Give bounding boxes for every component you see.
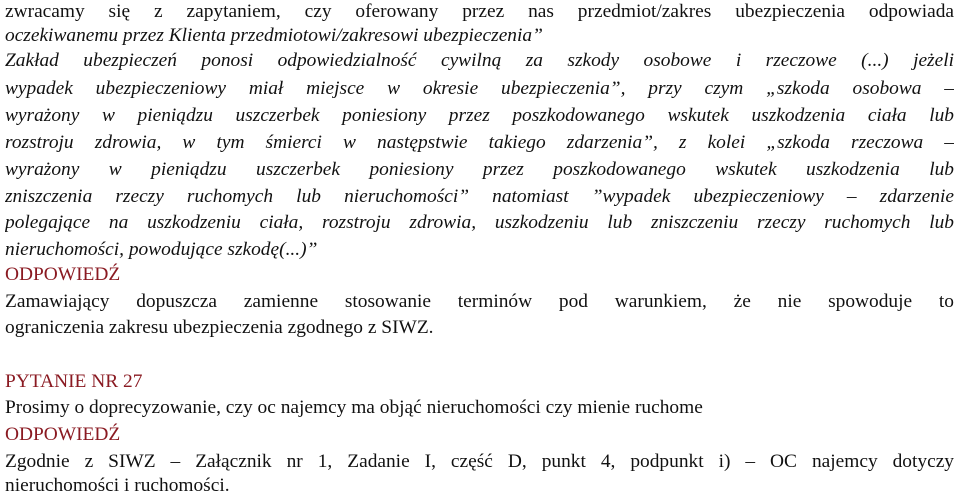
text-line: Zamawiający dopuszcza zamienne stosowanie terminów pod warunkiem, że nie spowoduje to <box>5 291 954 312</box>
text-line: ograniczenia zakresu ubezpieczenia zgodnego z SIWZ. <box>5 317 434 338</box>
text-line: nieruchomości i ruchomości. <box>5 475 230 496</box>
text-line: wypadek ubezpieczeniowy miał miejsce w okresie ubezpieczenia”, przy czym „szkoda osobowa – <box>5 78 954 99</box>
text-line: Zakład ubezpieczeń ponosi odpowiedzialność cywilną za szkody osobowe i rzeczowe (...) jeżeli <box>5 50 954 71</box>
text-line: rozstroju zdrowia, w tym śmierci w następstwie takiego zdarzenia”, z kolei „szkoda rzeczowa – <box>5 132 954 153</box>
text-line: wyrażony w pieniądzu uszczerbek poniesiony przez poszkodowanego wskutek uszkodzenia ciała lub <box>5 105 954 126</box>
text-line: nieruchomości, powodujące szkodę(...)” <box>5 239 318 260</box>
question-heading: PYTANIE NR 27 <box>5 371 143 392</box>
answer-heading: ODPOWIEDŹ <box>5 264 121 285</box>
text-line: wyrażony w pieniądzu uszczerbek poniesiony przez poszkodowanego wskutek uszkodzenia lub <box>5 159 954 180</box>
text-line: Zgodnie z SIWZ – Załącznik nr 1, Zadanie I, część D, punkt 4, podpunkt i) – OC najemcy dotyczy <box>5 451 954 472</box>
text-line: polegające na uszkodzeniu ciała, rozstroju zdrowia, uszkodzeniu lub zniszczeniu rzeczy ruchomych lub <box>5 212 954 233</box>
text-line: oczekiwanemu przez Klienta przedmiotowi/zakresowi ubezpieczenia” <box>5 25 543 46</box>
text-line: zniszczenia rzeczy ruchomych lub nieruchomości” natomiast ”wypadek ubezpieczeniowy – zdarzenie <box>5 186 954 207</box>
text-line: Prosimy o doprecyzowanie, czy oc najemcy ma objąć nieruchomości czy mienie ruchome <box>5 397 703 418</box>
answer-heading: ODPOWIEDŹ <box>5 424 121 445</box>
text-line: zwracamy się z zapytaniem, czy oferowany przez nas przedmiot/zakres ubezpieczenia odpowiada <box>5 1 954 22</box>
